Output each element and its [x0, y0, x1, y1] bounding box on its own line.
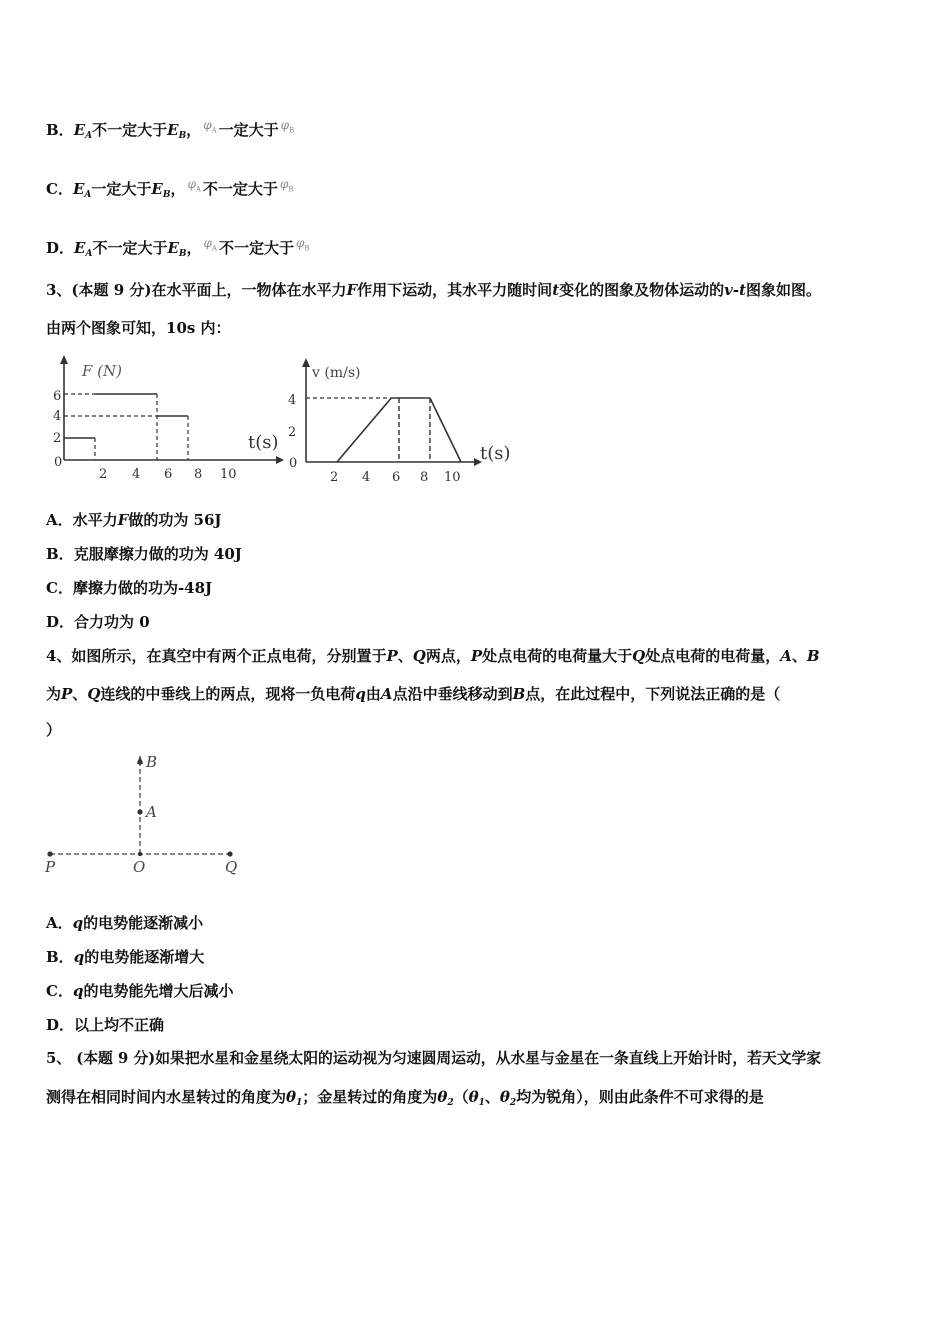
phi-b-symbol: φB: [279, 177, 294, 194]
charges-diagram: [40, 748, 260, 878]
q5-stem-line2: 测得在相同时间内水星转过的角度为$\theta_1$；金星转过的角度为$\theta_2(\theta_1$、$\theta_2$均为锐角），则由此条件不可求得的是: [46, 1088, 764, 1108]
q4-stem-line3: ）: [46, 721, 62, 739]
v-xtick-2: 2: [330, 470, 339, 485]
phi-b-symbol: φB: [296, 236, 310, 253]
q4-option-b[interactable]: B．q的电势能逐渐增大: [46, 948, 205, 966]
phi-b-symbol: φB: [280, 118, 295, 135]
f-xtick-4: 4: [132, 467, 141, 482]
q2-option-d[interactable]: D．$E_A$不一定大于$E_B$， $^{\varphi_A}$ 不一定大于 $^{\varphi_B}$: [46, 236, 310, 259]
phi-a-symbol: φA: [203, 236, 217, 253]
v-graph-origin: 0: [289, 456, 298, 471]
q3-stem-line1: 3、(本题 9 分)在水平面上，一物体在水平力F作用下运动，其水平力随时间t变化的图象及物体运动的v-t图象如图。: [46, 281, 822, 299]
v-xtick-8: 8: [420, 470, 429, 485]
f-ytick-6: 6: [53, 389, 62, 404]
label-q: Q: [225, 858, 238, 876]
q3-stem-line2: 由两个图象可知，10s 内：: [46, 319, 231, 337]
v-ytick-4: 4: [288, 393, 297, 408]
q4-option-a[interactable]: A．q的电势能逐渐减小: [46, 914, 204, 932]
v-segment-2: [430, 398, 461, 462]
label-a: A: [146, 803, 157, 821]
velocity-time-graph: [284, 355, 516, 487]
force-time-graph: [48, 352, 288, 484]
phi-a-symbol: φA: [187, 177, 201, 194]
f-graph-xlabel: t(s): [248, 432, 279, 453]
phi-a-symbol: φA: [203, 118, 217, 135]
v-xtick-6: 6: [392, 470, 401, 485]
f-xtick-6: 6: [164, 467, 173, 482]
v-segment-0: [337, 398, 391, 462]
v-graph-ylabel: v (m/s): [312, 365, 361, 381]
label-o: O: [133, 858, 146, 876]
point-a: [137, 809, 142, 814]
f-graph-origin: 0: [54, 455, 63, 470]
point-q: [227, 851, 232, 856]
v-ytick-2: 2: [288, 425, 297, 440]
q2-option-c[interactable]: C．$E_A$一定大于$E_B$， $^{\varphi_A}$ 不一定大于 $^{\varphi_B}$: [46, 177, 294, 200]
q4-stem-line1: 4、如图所示，在真空中有两个正点电荷，分别置于P、Q两点，P处点电荷的电荷量大于Q处点电荷的电荷量，A、B: [46, 647, 820, 665]
f-xtick-2: 2: [99, 467, 108, 482]
q3-option-c[interactable]: C．摩擦力做的功为-48J: [46, 579, 213, 597]
point-o: [138, 852, 142, 856]
q4-stem-line2: 为P、Q连线的中垂线上的两点，现将一负电荷q由A点沿中垂线移动到B点，在此过程中，下列说法正确的是（: [46, 685, 781, 703]
f-ytick-2: 2: [53, 431, 62, 446]
f-ytick-4: 4: [53, 409, 62, 424]
v-xtick-10: 10: [444, 470, 461, 485]
label-p: P: [45, 858, 56, 876]
point-b: [137, 759, 142, 764]
f-graph-ylabel: F (N): [82, 362, 123, 380]
f-xtick-8: 8: [194, 467, 203, 482]
q5-stem-line1: 5、 (本题 9 分)如果把水星和金星绕太阳的运动视为匀速圆周运动，从水星与金星在一条直线上开始计时，若天文学家: [46, 1050, 822, 1067]
q3-option-d[interactable]: D．合力功为 0: [46, 613, 150, 631]
q4-option-d[interactable]: D．以上均不正确: [46, 1016, 165, 1034]
f-xtick-10: 10: [220, 467, 237, 482]
v-graph-xlabel: t(s): [480, 443, 511, 464]
q4-option-c[interactable]: C．q的电势能先增大后减小: [46, 982, 234, 1000]
point-p: [47, 851, 52, 856]
v-xtick-4: 4: [362, 470, 371, 485]
q2-option-b[interactable]: B．$E_A$不一定大于$E_B$， $^{\varphi_A}$ 一定大于 $^{\varphi_B}$: [46, 118, 295, 141]
label-b: B: [146, 753, 158, 771]
q3-option-a[interactable]: A．水平力F做的功为 56J: [46, 511, 222, 529]
q3-option-b[interactable]: B．克服摩擦力做的功为 40J: [46, 545, 242, 563]
